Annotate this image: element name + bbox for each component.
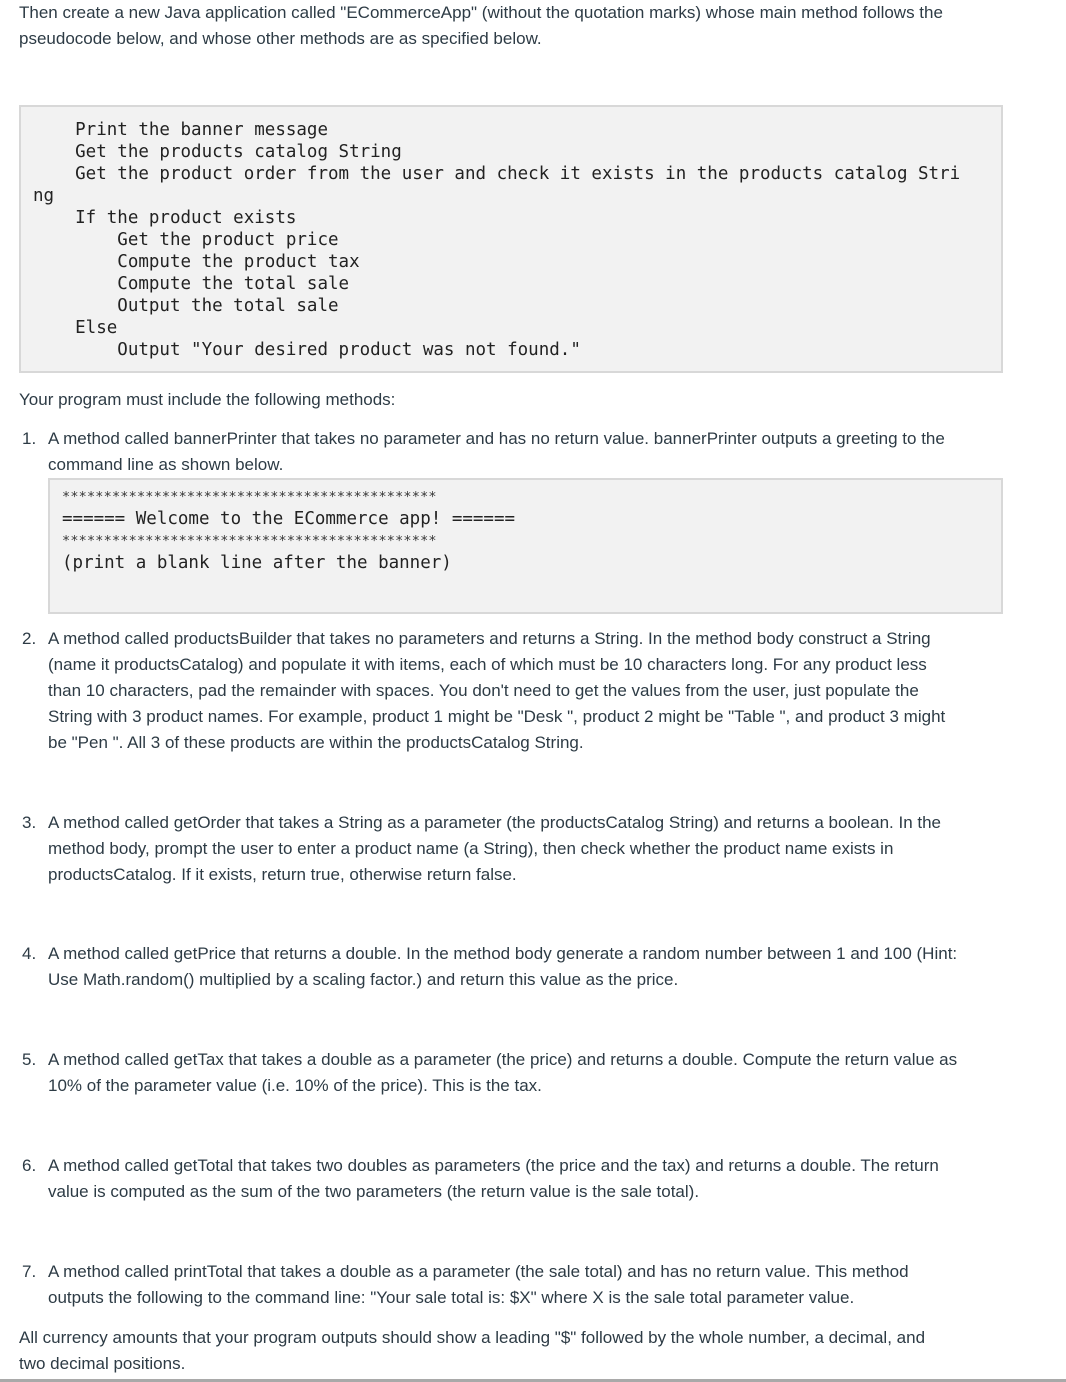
pseudocode-line: Compute the total sale <box>33 274 350 294</box>
banner-welcome: ====== Welcome to the ECommerce app! ====== <box>62 509 516 529</box>
item-line: A method called getTax that takes a double as a parameter (the price) and returns a double. Compute the return value as <box>48 1050 958 1069</box>
currency-note <box>19 1325 925 1377</box>
item-line: be "Pen ". All 3 of these products are within the productsCatalog String. <box>48 733 584 752</box>
intro-paragraph <box>19 0 943 52</box>
pseudocode-line: If the product exists <box>33 208 297 228</box>
currency-note-line-2: two decimal positions. <box>19 1354 186 1373</box>
pseudocode-block <box>19 105 1003 373</box>
item-number: 6. <box>22 1156 37 1175</box>
item-line: than 10 characters, pad the remainder with spaces. You don't need to get the values from the user, just populate the <box>48 681 919 700</box>
item-line: A method called bannerPrinter that takes no parameter and has no return value. bannerPrinter outputs a greeting to the <box>48 429 945 448</box>
item-text <box>48 1153 939 1205</box>
item-text <box>48 1259 909 1311</box>
item-line: command line as shown below. <box>48 455 284 474</box>
item-line: Use Math.random() multiplied by a scaling factor.) and return this value as the price. <box>48 970 679 989</box>
item-text <box>48 1047 957 1099</box>
banner-example-block <box>48 478 1003 614</box>
pseudocode-line: Else <box>33 318 118 338</box>
item-line: A method called printTotal that takes a double as a parameter (the sale total) and has no return value. This method <box>48 1262 909 1281</box>
item-line: (name it productsCatalog) and populate it with items, each of which must be 10 characters long. For any product less <box>48 655 927 674</box>
item-line: method body, prompt the user to enter a product name (a String), then check whether the product name exists in <box>48 839 894 858</box>
item-number: 1. <box>22 429 37 448</box>
pseudocode-line: Get the products catalog String <box>33 142 402 162</box>
item-line: value is computed as the sum of the two parameters (the return value is the sale total). <box>48 1182 700 1201</box>
banner-stars-bottom: ********************************************* <box>62 533 437 549</box>
item-text <box>48 626 945 756</box>
item-number: 2. <box>22 629 37 648</box>
item-text <box>48 426 945 478</box>
item-line: 10% of the parameter value (i.e. 10% of the price). This is the tax. <box>48 1076 542 1095</box>
banner-stars-top: ********************************************* <box>62 489 437 505</box>
item-text <box>48 810 941 888</box>
item-number: 5. <box>22 1050 37 1069</box>
item-line: String with 3 product names. For example, product 1 might be "Desk ", product 2 might be "Table ", and product 3 might <box>48 707 946 726</box>
pseudocode-line: ng <box>33 186 55 206</box>
pseudocode-line: Print the banner message <box>33 120 329 140</box>
banner-note: (print a blank line after the banner) <box>62 553 452 573</box>
intro-line-2: pseudocode below, and whose other methods are as specified below. <box>19 29 542 48</box>
item-number: 4. <box>22 944 37 963</box>
item-line: A method called getOrder that takes a String as a parameter (the productsCatalog String) and returns a boolean. In the <box>48 813 942 832</box>
item-line: A method called getPrice that returns a double. In the method body generate a random number between 1 and 100 (Hint: <box>48 944 958 963</box>
item-line: A method called productsBuilder that takes no parameters and returns a String. In the method body construct a String <box>48 629 931 648</box>
item-text <box>48 941 957 993</box>
pseudocode-line: Get the product order from the user and check it exists in the products catalog Stri <box>33 164 961 184</box>
pseudocode-line: Output "Your desired product was not found." <box>33 340 581 360</box>
item-number: 3. <box>22 813 37 832</box>
methods-intro: Your program must include the following methods: <box>19 390 396 409</box>
pseudocode-line: Get the product price <box>33 230 339 250</box>
item-line: A method called getTotal that takes two doubles as parameters (the price and the tax) and returns a double. The return <box>48 1156 939 1175</box>
item-number: 7. <box>22 1262 37 1281</box>
pseudocode-lines <box>33 119 960 361</box>
item-line: productsCatalog. If it exists, return true, otherwise return false. <box>48 865 517 884</box>
item-line: outputs the following to the command line: "Your sale total is: $X" where X is the sale total parameter value. <box>48 1288 855 1307</box>
currency-note-line-1: All currency amounts that your program outputs should show a leading "$" followed by the whole number, a decimal, and <box>19 1328 926 1347</box>
banner-lines <box>62 486 515 574</box>
intro-line-1: Then create a new Java application called "ECommerceApp" (without the quotation marks) whose main method follows the <box>19 3 943 22</box>
pseudocode-line: Compute the product tax <box>33 252 360 272</box>
pseudocode-line: Output the total sale <box>33 296 339 316</box>
